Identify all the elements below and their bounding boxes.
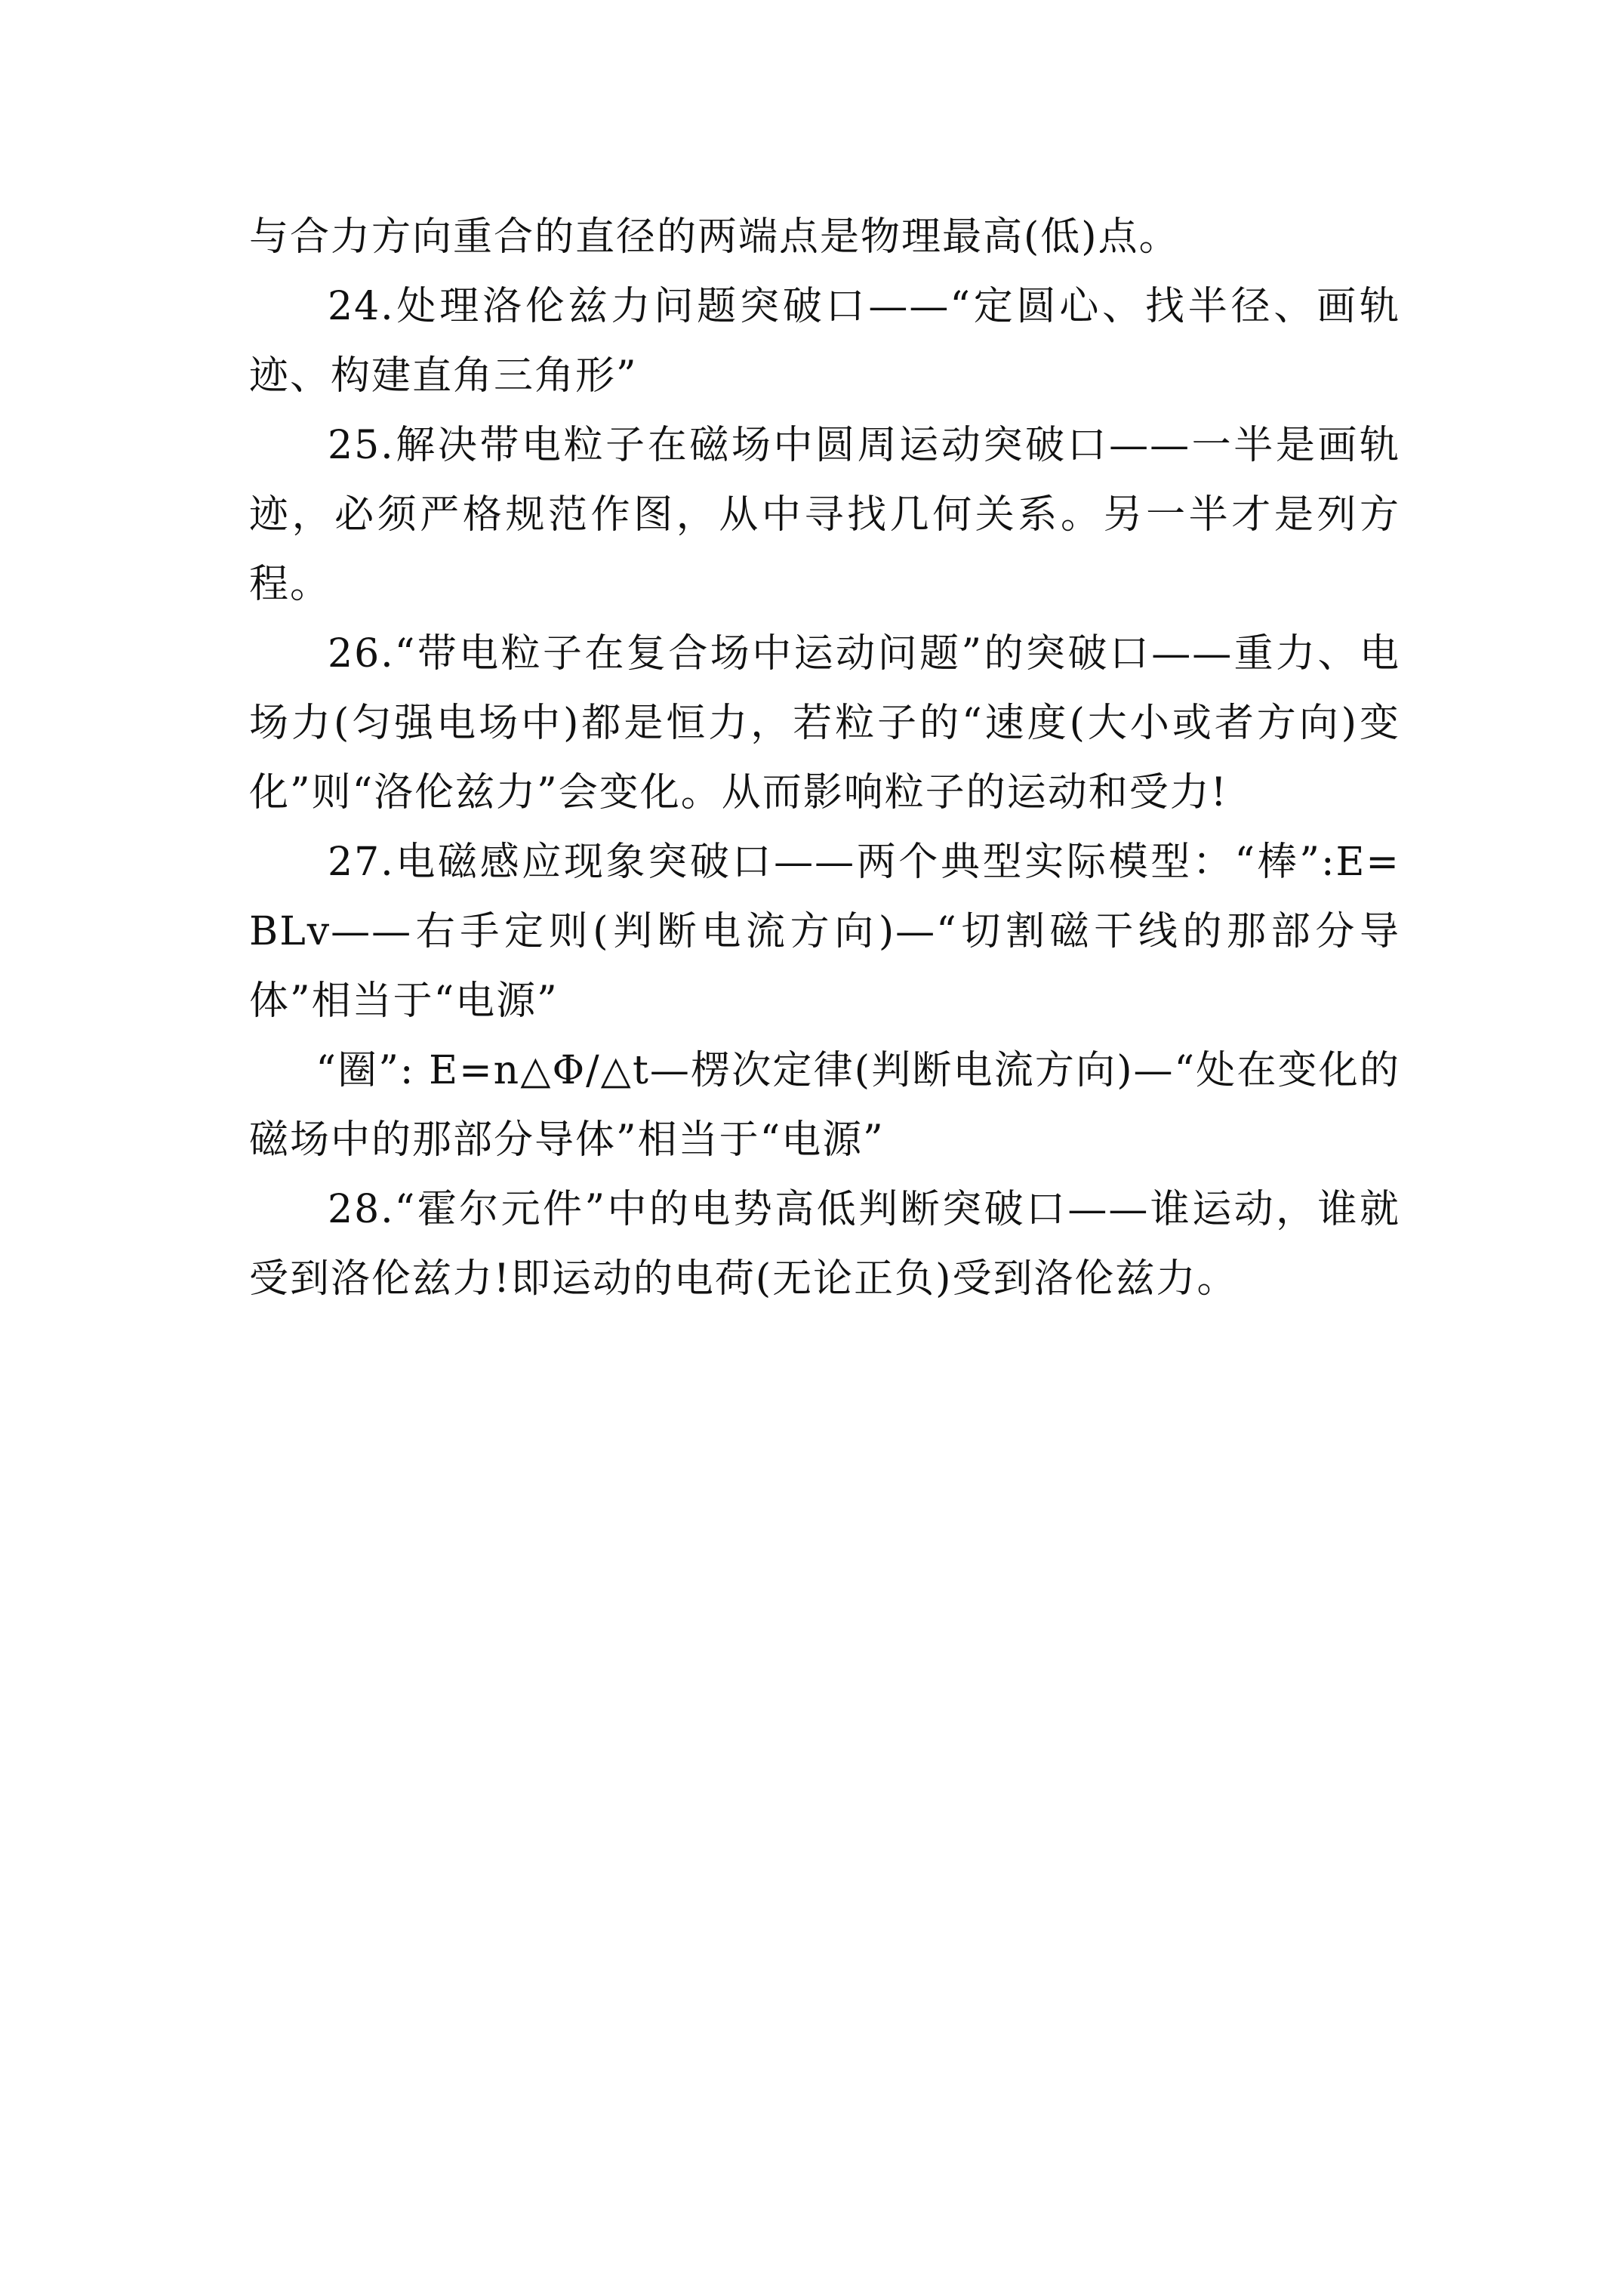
paragraph-27-coil: “圈”: E=n△Φ/△t—楞次定律(判断电流方向)—“处在变化的磁场中的那部分导体”相当于“电源” [249, 1048, 1400, 1163]
paragraph-26: 26.“带电粒子在复合场中运动问题”的突破口——重力、电场力(匀强电场中)都是恒力，若粒子的“速度(大小或者方向)变化”则“洛伦兹力”会变化。从而影响粒子的运动和受力! [249, 631, 1400, 815]
paragraph-28: 28.“霍尔元件”中的电势高低判断突破口——谁运动，谁就受到洛伦兹力!即运动的电荷(无论正负)受到洛伦兹力。 [249, 1187, 1400, 1302]
paragraph-27-rod: 27.电磁感应现象突破口——两个典型实际模型：“棒”:E=BLv——右手定则(判断电流方向)—“切割磁干线的那部分导体”相当于“电源” [249, 840, 1400, 1024]
paragraph-continuation: 与合力方向重合的直径的两端点是物理最高(低)点。 [249, 214, 1180, 260]
paragraph-24: 24.处理洛伦兹力问题突破口——“定圆心、找半径、画轨迹、构建直角三角形” [249, 284, 1400, 399]
body-text [249, 202, 1400, 1314]
paragraph-25: 25.解决带电粒子在磁场中圆周运动突破口——一半是画轨迹，必须严格规范作图，从中寻找几何关系。另一半才是列方程。 [249, 423, 1400, 607]
